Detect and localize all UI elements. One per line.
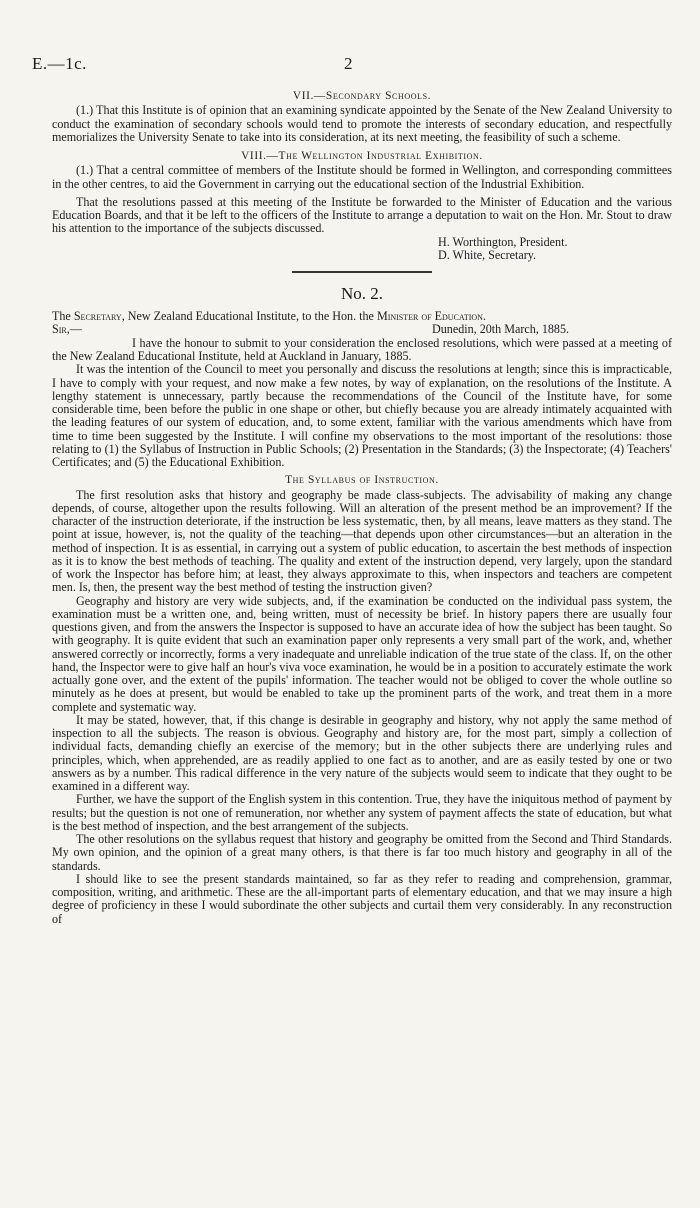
address-end: . xyxy=(482,308,486,323)
section-heading-syllabus: The Syllabus of Instruction. xyxy=(285,474,439,487)
page-number: 2 xyxy=(344,54,353,73)
letter-paragraph: It may be stated, however, that, if this change is desirable in geography and history, why not apply the same method of inspection to all the subjects. The reason is obvious. Geography and history are, for the most part, simply a collection of individual facts, demanding chiefly an exercise of the memory; but in the other subjects there are underlying rules and principles, which, when apprehended, are as readily applied to one fact as to another, and are as easily tested by one or two answers as by a number. This radical difference in the very nature of the subjects would seem to indicate that they ought to be examined in a different way. xyxy=(52,712,672,793)
signature-block xyxy=(52,236,672,262)
document-reference: E.—1c. xyxy=(32,54,87,73)
signature-president: H. Worthington, President. xyxy=(438,234,568,249)
letter-paragraph: I have the honour to submit to your consideration the enclosed resolutions, which were passed at a meeting of the New Zealand Educational Institute, held at Auckland in January, 1885. xyxy=(52,335,672,363)
address-to: Minister of Education xyxy=(376,308,483,323)
signature-secretary: D. White, Secretary. xyxy=(438,247,537,262)
letter-paragraph: I should like to see the present standards maintained, so far as they refer to reading and comprehension, grammar, composition, writing, and arithmetic. These are the all-important parts of elementary education, and that we may insure a high degree of proficiency in these I would subordinate the other subjects and curtail them very considerably. In any reconstruction of xyxy=(52,871,672,926)
resolution-secondary-schools: (1.) That this Institute is of opinion that an examining syndicate appointed by the Senate of the New Zealand University to conduct the examination of secondary schools would tend to promote the interests of secondary education, and respectfully memorializes the University Senate to take into its consideration, at its next meeting, the feasibility of such a scheme. xyxy=(52,103,672,144)
section-divider xyxy=(292,271,432,273)
section-heading-industrial-exhibition: VIII.—The Wellington Industrial Exhibition. xyxy=(241,150,483,162)
salutation: Sir,— xyxy=(52,321,82,336)
resolution-industrial-exhibition: (1.) That a central committee of members of the Institute should be formed in Wellington, and corresponding committees in the other centres, to aid the Government in carrying out the educational section of the Industrial Exhibition. xyxy=(52,163,672,191)
letter-paragraph: It was the intention of the Council to meet you personally and discuss the resolutions at length; since this is impracticable, I have to comply with your request, and now make a few notes, by way of explanation, on the resolutions of the Institute. A lengthy statement is unnecessary, partly because the recommendations of the Council of the Institute have, for some considerable time, been before the public in one shape or other, but chiefly because you are already intimately acquainted with the leading features of our system of education, and, to some extent, familiar with the various amendments which have from time to time been suggested by the Institute. I will confine my observations to the most important of the resolutions: those relating to (1) the Syllabus of Instruction in Public Schools; (2) Presentation in the Standards; (3) the Inspectorate; (4) Teachers' Certificates; and (5) the Educational Exhibition. xyxy=(52,362,672,469)
letter-paragraph: Geography and history are very wide subjects, and, if the examination be conducted on the individual pass system, the examination must be a written one, and, being written, must of necessity be brief. In history papers there are usually four questions given, and from the answers the Inspector is supposed to have an accurate idea of how the subject has been taught. So with geography. It is quite evident that such an examination paper only represents a very small part of the work, and, whether answered correctly or incorrectly, forms a very inadequate and unreliable indication of the true state of the class. If, on the other hand, the Inspector were to give half an hour's viva voce examination, he would be in a position to accurately estimate the work actually gone over, and the extent of the pupils' information. The teacher would not be obliged to cover the whole outline so minutely as he does at present, but would be enabled to take up the prominent parts of the work, and treat them in a more complete and systematic way. xyxy=(52,593,672,714)
page-body xyxy=(52,88,672,926)
letter-paragraph: The other resolutions on the syllabus request that history and geography be omitted from the Second and Third Standards. My own opinion, and the opinion of a great many others, is that there is far too much history and geography in all of the standards. xyxy=(52,832,672,873)
address-middle: , New Zealand Educational Institute, to the Hon. the xyxy=(121,308,377,323)
page-header xyxy=(32,54,660,78)
salutation-row xyxy=(52,323,672,337)
section-heading-secondary-schools: VII.—Secondary Schools. xyxy=(292,90,432,102)
address-from: Secretary xyxy=(73,308,122,323)
address-prefix: The xyxy=(52,308,74,323)
letter-paragraph: Further, we have the support of the English system in this contention. True, they have the iniquitous method of payment by results; but the question is not one of remuneration, nor whether any system of payment affects the state of education, but what is the best method of inspection, and the best arrangement of the subjects. xyxy=(52,792,672,833)
resolution-forwarding: That the resolutions passed at this meeting of the Institute be forwarded to the Minister of Education and the various Education Boards, and that it be left to the officers of the Institute to arrange a deputation to wait on the Hon. Mr. Stout to draw his attention to the importance of the subjects discussed. xyxy=(52,194,672,236)
place-date: Dunedin, 20th March, 1885. xyxy=(432,321,570,336)
letter-address xyxy=(52,310,672,323)
letter-number: No. 2. xyxy=(340,283,384,303)
letter-paragraph: The first resolution asks that history and geography be made class-subjects. The advisability of making any change depends, of course, altogether upon the results following. Will an alteration of the present method be an improvement? If the character of the instruction deteriorate, if the instruction be less systematic, then, by all means, leave matters as they stand. The point at issue, however, is, not the quality of the teaching—that depends upon other circumstances—but an alteration in the method of inspection. It is as essential, in carrying out a system of public education, to ascertain the best methods of inspection as it is to know the best methods of teaching. The quality and extent of the instruction depend, very largely, upon the standard of work the Inspector has before him; at least, they always approximate to this, when inspectors and teachers are competent men. Is, then, the present way the best method of testing the instruction given? xyxy=(52,487,672,595)
